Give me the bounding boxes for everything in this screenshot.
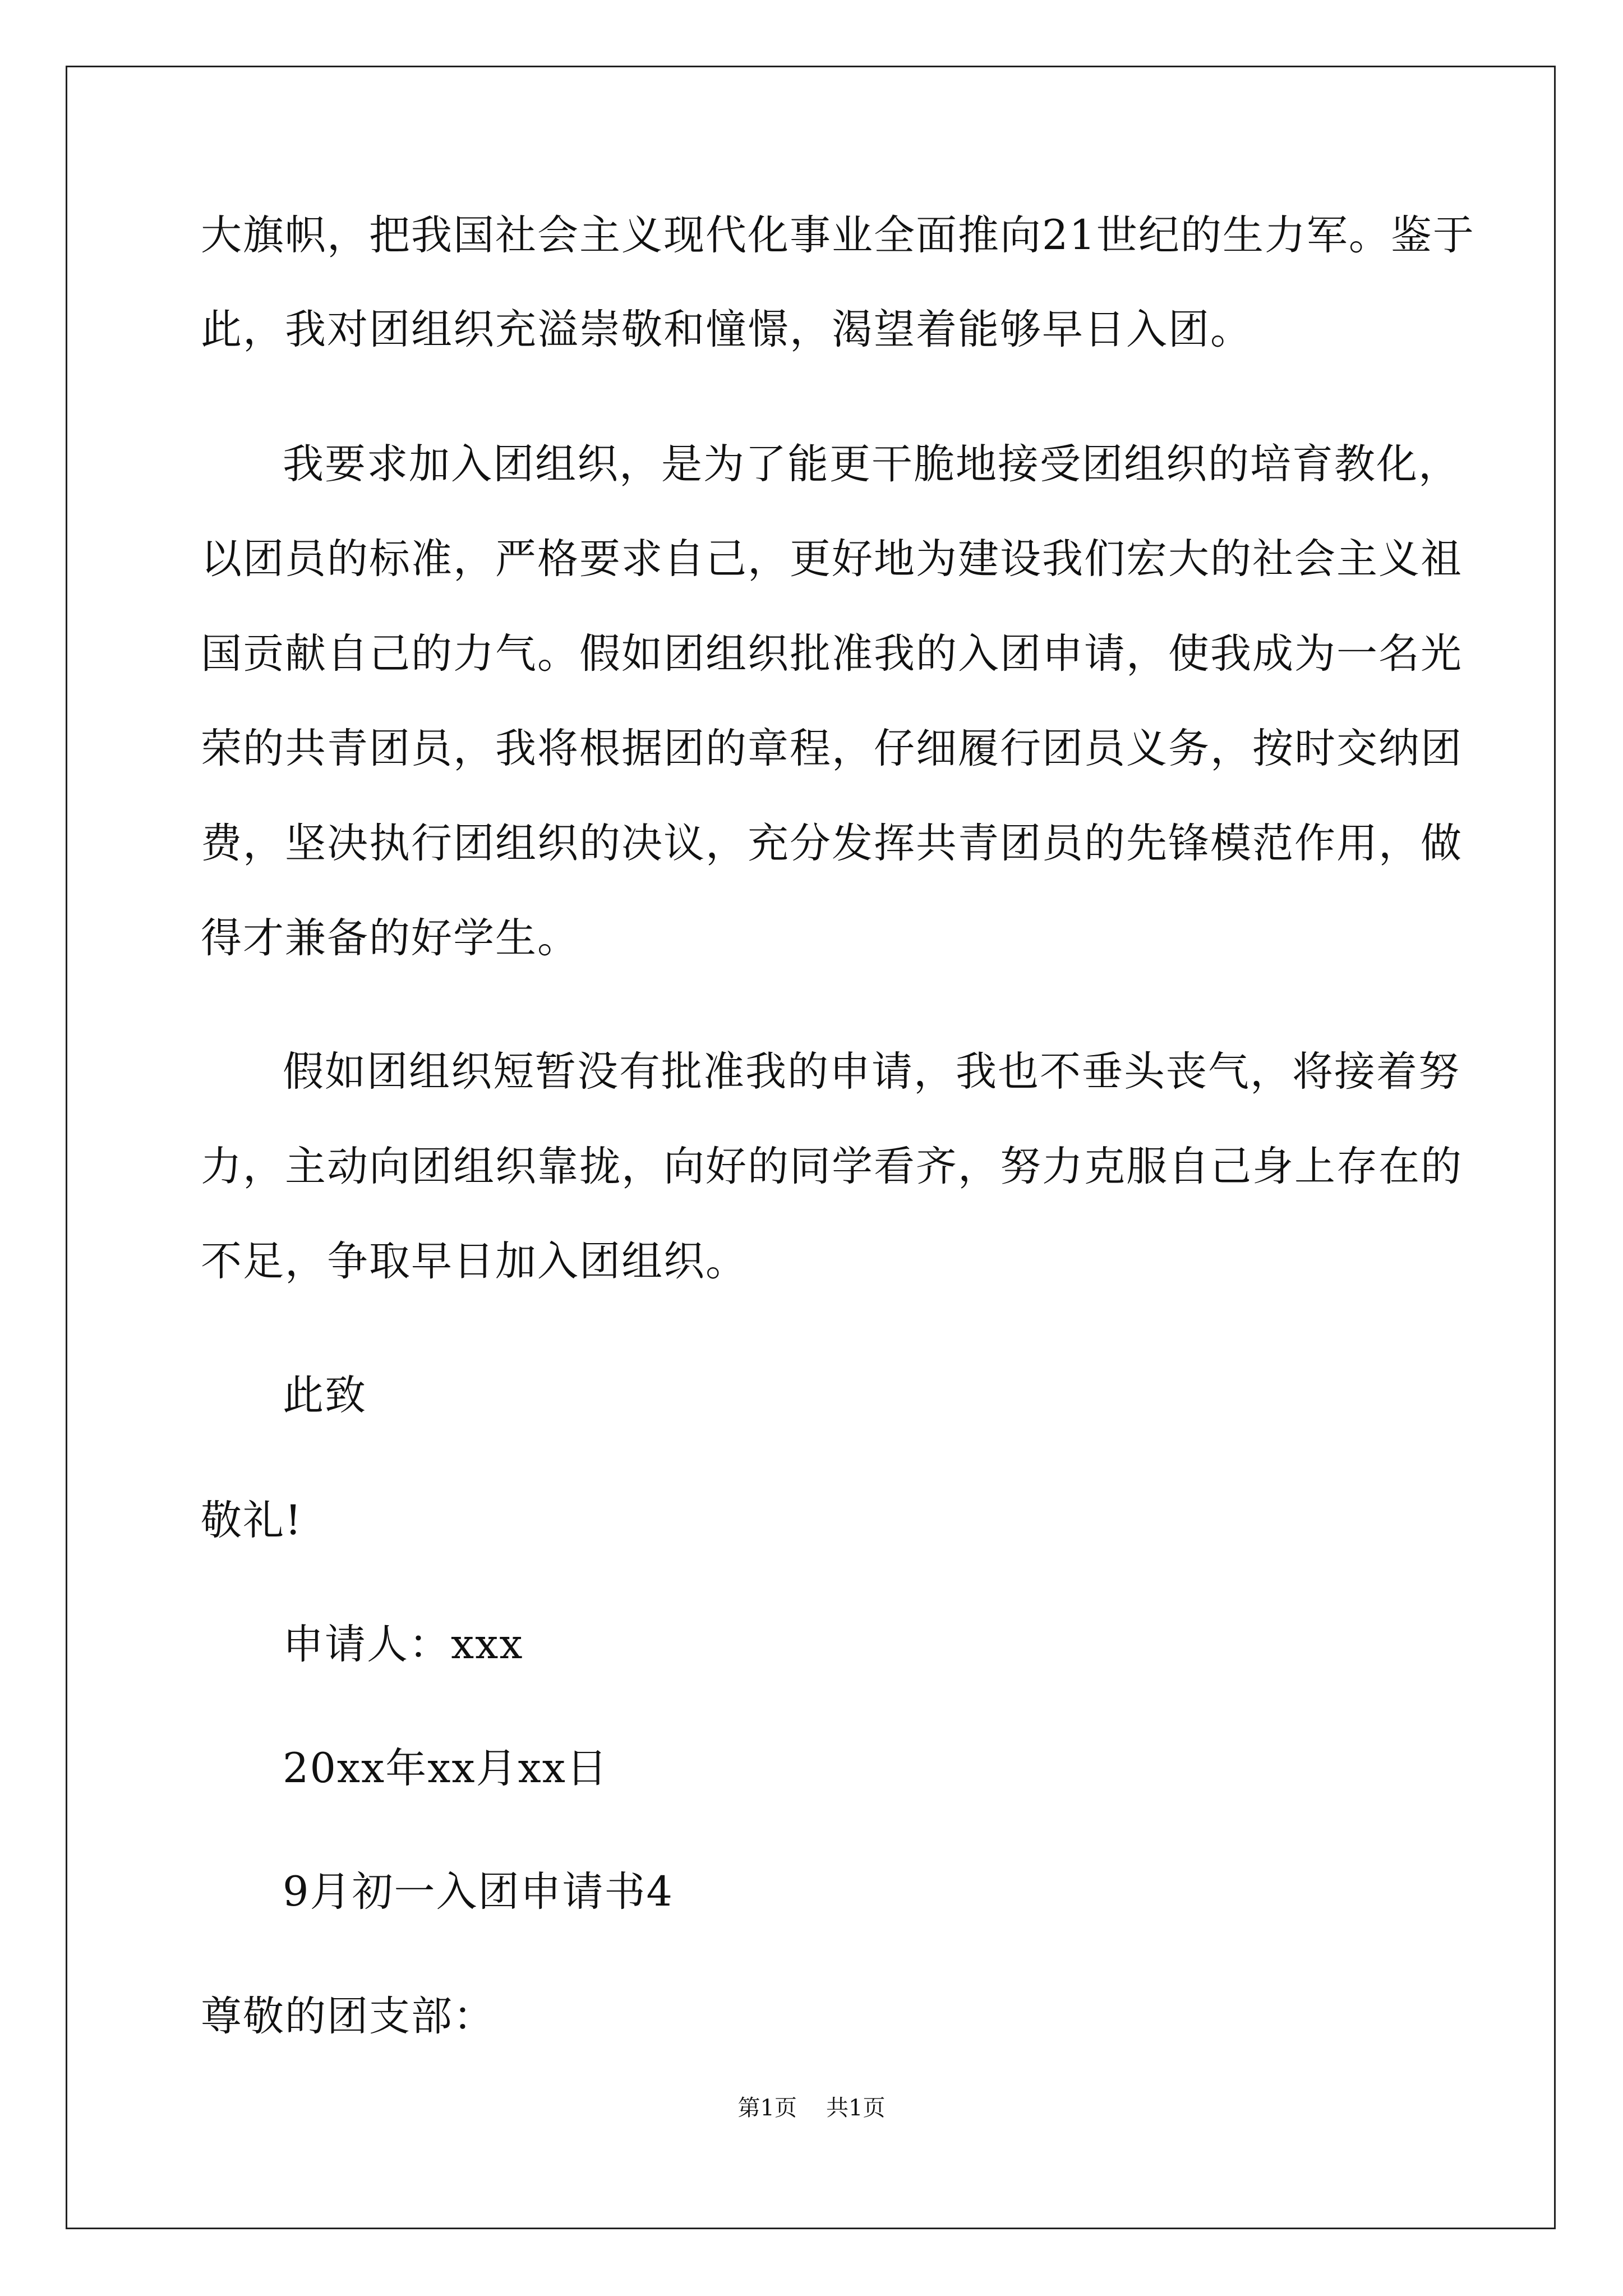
text-line: 以团员的标准，严格要求自己，更好地为建设我们宏大的社会主义祖 bbox=[201, 535, 1463, 583]
page-total: 共1页 bbox=[826, 2095, 886, 2121]
closing-regards: 敬礼! bbox=[201, 1497, 303, 1544]
text-line: 国贡献自己的力气。假如团组织批准我的入团申请，使我成为一名光 bbox=[201, 630, 1463, 678]
paragraph-start: 我要求加入团组织，是为了能更干脆地接受团组织的培育教化， bbox=[283, 440, 1460, 488]
text-line: 费，坚决执行团组织的决议，充分发挥共青团员的先锋模范作用，做 bbox=[201, 820, 1463, 867]
paragraph-start: 假如团组织短暂没有批准我的申请，我也不垂头丧气，将接着努 bbox=[283, 1048, 1460, 1096]
text-line: 大旗帜，把我国社会主义现代化事业全面推向21世纪的生力军。鉴于 bbox=[201, 211, 1475, 259]
date-line: 20xx年xx月xx日 bbox=[283, 1745, 608, 1792]
text-line: 力，主动向团组织靠拢，向好的同学看齐，努力克服自己身上存在的 bbox=[201, 1143, 1463, 1190]
text-line: 荣的共青团员，我将根据团的章程，仔细履行团员义务，按时交纳团 bbox=[201, 725, 1463, 772]
section-heading: 9月初一入团申请书4 bbox=[283, 1868, 674, 1916]
greeting-line: 尊敬的团支部： bbox=[201, 1993, 495, 2040]
text-line: 此，我对团组织充溢崇敬和憧憬，渴望着能够早日入团。 bbox=[201, 306, 1252, 353]
page-number: 第1页 bbox=[737, 2095, 797, 2121]
closing-salutation: 此致 bbox=[283, 1372, 367, 1419]
page-footer bbox=[0, 2091, 1623, 2125]
text-line: 不足，争取早日加入团组织。 bbox=[201, 1237, 748, 1285]
text-line: 得才兼备的好学生。 bbox=[201, 914, 579, 962]
applicant-signature: 申请人：xxx bbox=[283, 1621, 524, 1668]
